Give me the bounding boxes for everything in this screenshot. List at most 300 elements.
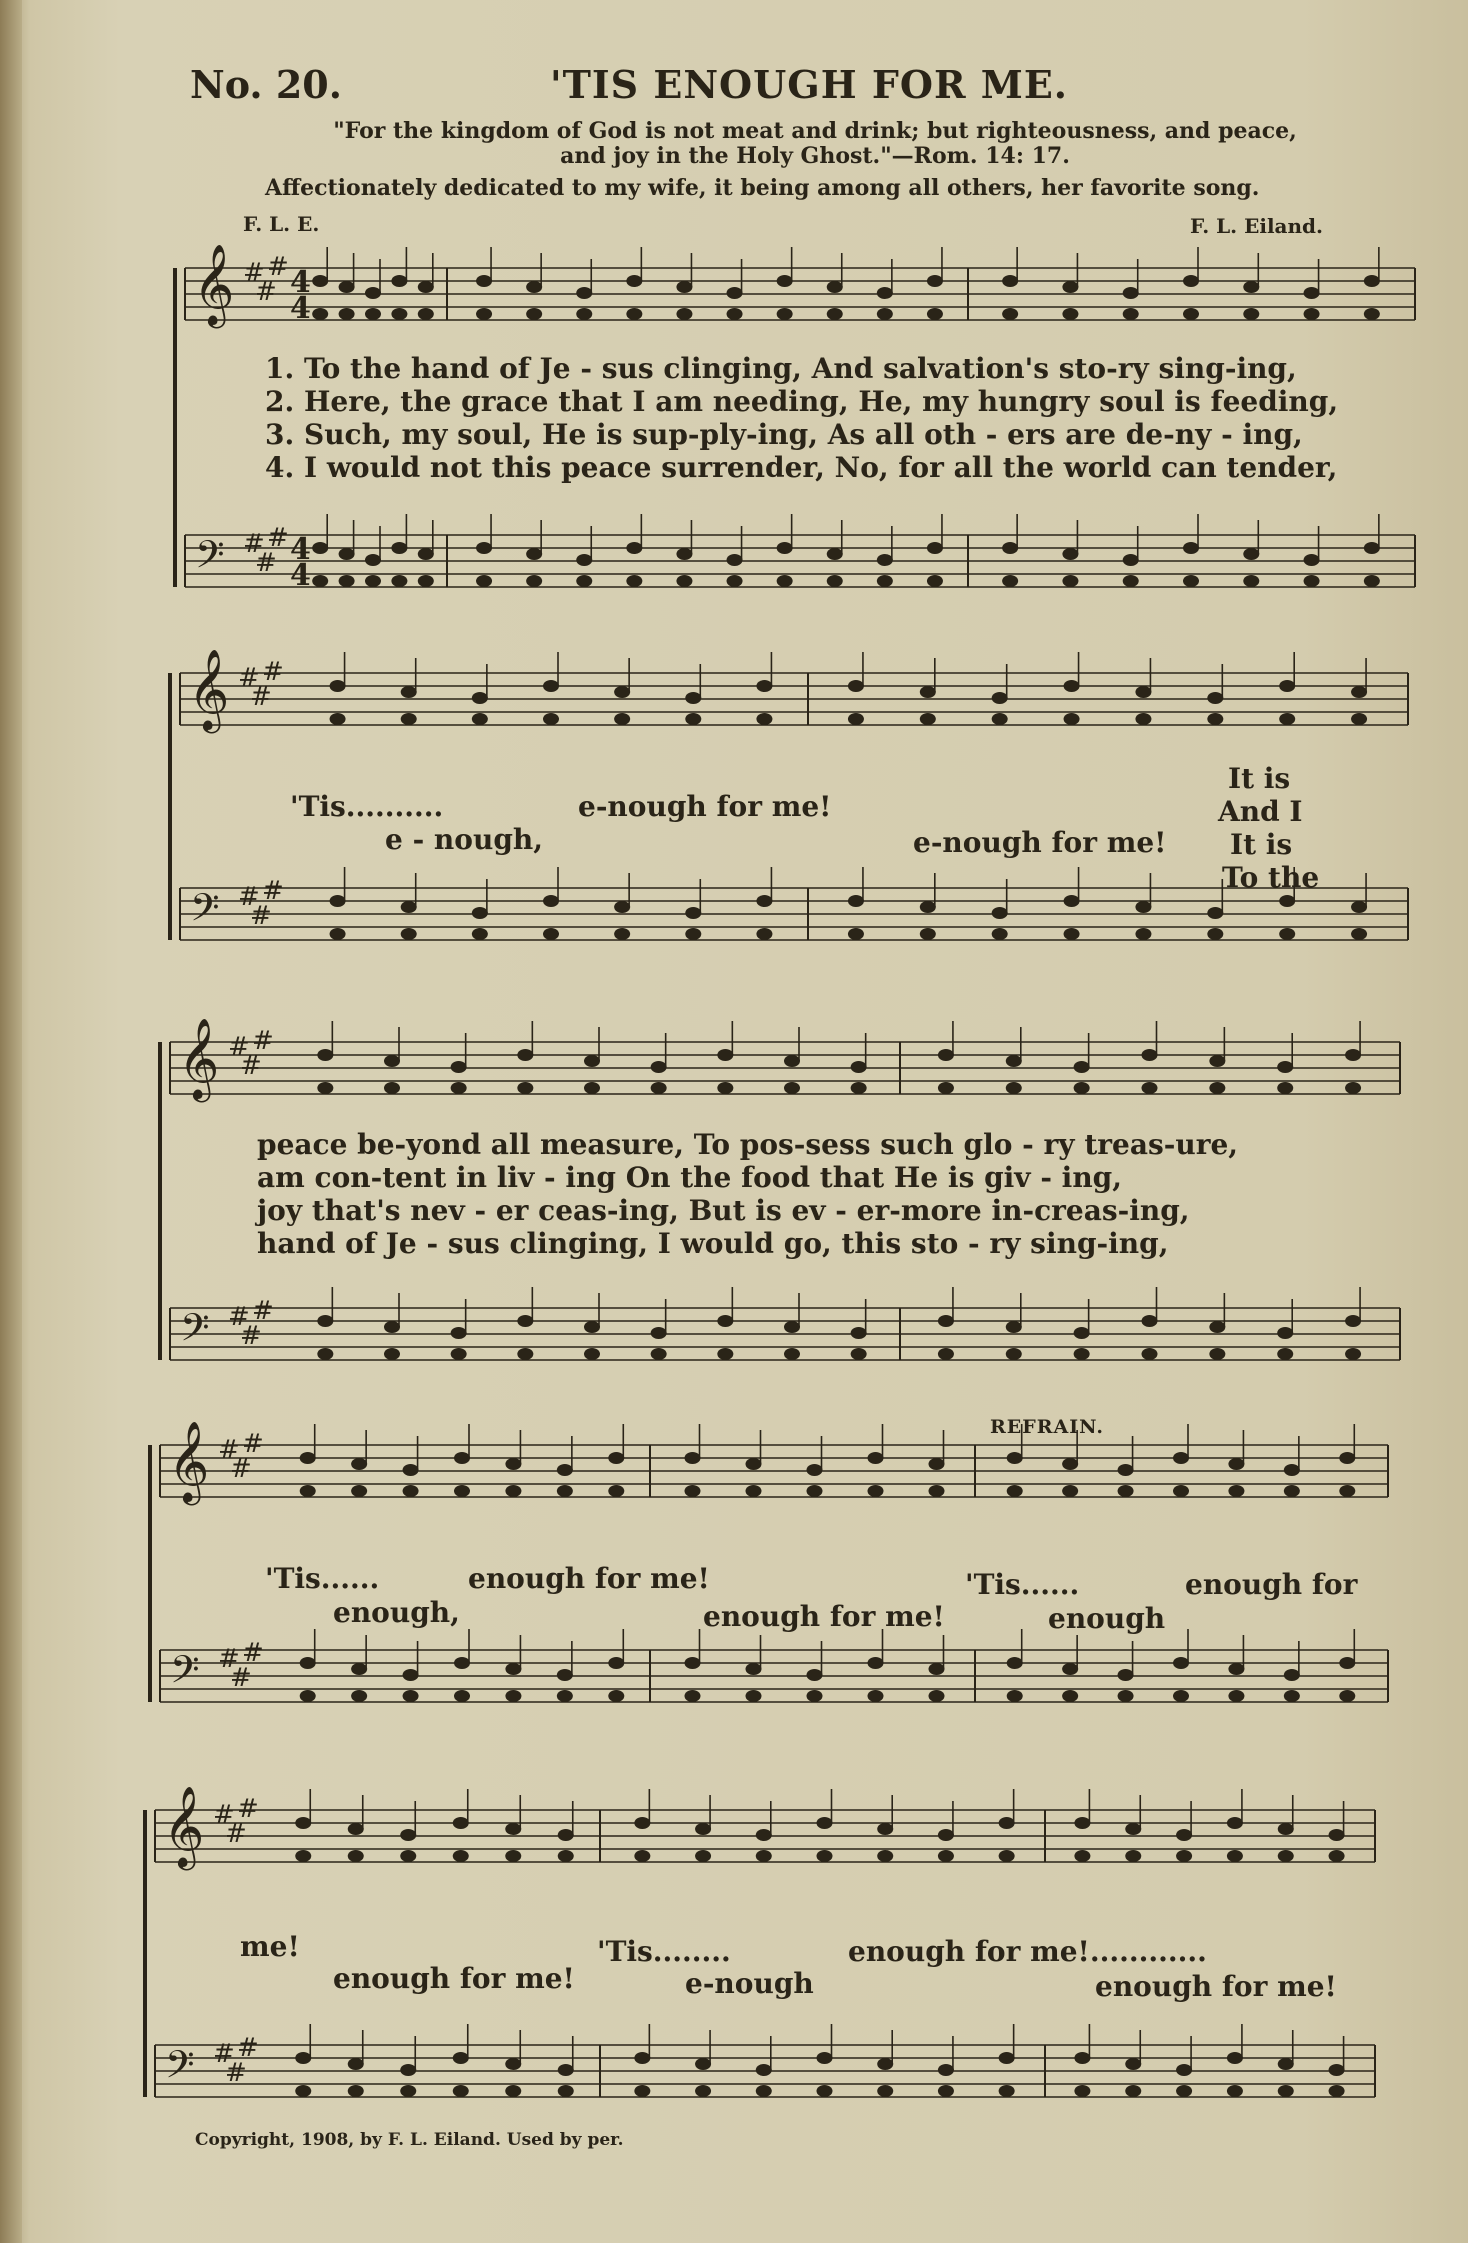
treble-note [784, 1055, 800, 1067]
bass-note [453, 2052, 469, 2064]
bass-note [695, 2058, 711, 2070]
scripture-line-2: and joy in the Holy Ghost."—Rom. 14: 17. [560, 143, 1070, 169]
bass-note [400, 2064, 416, 2076]
treble-note [384, 1055, 400, 1067]
bass-note [576, 554, 592, 566]
treble-note-alto [1176, 1850, 1192, 1862]
treble-note [920, 686, 936, 698]
treble-note [476, 275, 492, 287]
treble-note [626, 275, 642, 287]
treble-note-alto [403, 1485, 419, 1497]
key-signature-sharp: # [255, 548, 277, 578]
bass-note-alto [472, 928, 488, 940]
treble-note-alto [348, 1850, 364, 1862]
treble-note [403, 1464, 419, 1476]
treble-note-alto [312, 308, 328, 320]
bass-note-alto [868, 1690, 884, 1702]
treble-note [938, 1049, 954, 1061]
treble-note [756, 1829, 772, 1841]
bass-note-alto [1176, 2085, 1192, 2097]
bass-note [1243, 548, 1259, 560]
bass-note-alto [1135, 928, 1151, 940]
treble-note-alto [391, 308, 407, 320]
bass-note-alto [1007, 1690, 1023, 1702]
bass-note [1135, 901, 1151, 913]
treble-clef-5: 𝄞 [163, 1785, 205, 1867]
treble-note-alto [626, 308, 642, 320]
treble-note-alto [558, 1850, 574, 1862]
treble-note [317, 1049, 333, 1061]
bass-note-alto [1351, 928, 1367, 940]
treble-note [1364, 275, 1380, 287]
treble-note-alto [401, 713, 417, 725]
treble-note-alto [1062, 1485, 1078, 1497]
bass-note-alto [1123, 575, 1139, 587]
treble-note-alto [365, 308, 381, 320]
treble-note [1345, 1049, 1361, 1061]
treble-note [1339, 1452, 1355, 1464]
treble-staff-2 [180, 673, 1408, 725]
verse-2-line-b: am con-tent in liv - ing On the food that He is giv - ing, [257, 1161, 1123, 1194]
treble-note-alto [634, 1850, 650, 1862]
bass-note-alto [848, 928, 864, 940]
bass-note [476, 542, 492, 554]
treble-note [1279, 680, 1295, 692]
bass-note-alto [1125, 2085, 1141, 2097]
treble-note-alto [1006, 1082, 1022, 1094]
treble-note-alto [877, 308, 893, 320]
scripture-line-1: "For the kingdom of God is not meat and drink; but righteousness, and peace, [333, 118, 1297, 144]
bass-note-alto [1304, 575, 1320, 587]
bass-note [877, 2058, 893, 2070]
treble-note [1207, 692, 1223, 704]
key-signature-sharp: # [230, 1663, 252, 1693]
treble-note [727, 287, 743, 299]
bass-note-alto [339, 575, 355, 587]
bass-note-alto [1006, 1348, 1022, 1360]
key-signature-sharp: # [250, 901, 272, 931]
treble-note-alto [317, 1082, 333, 1094]
bass-note-alto [584, 1348, 600, 1360]
treble-note-alto [992, 713, 1008, 725]
bass-note [454, 1657, 470, 1669]
refrain-lyric-tis-1: 'Tis...... [265, 1562, 380, 1595]
treble-note-alto [526, 308, 542, 320]
treble-note [1074, 1061, 1090, 1073]
treble-note-alto [1284, 1485, 1300, 1497]
treble-clef-2: 𝄞 [188, 648, 230, 730]
composer-name: F. L. Eiland. [1190, 214, 1323, 238]
bass-note-alto [999, 2085, 1015, 2097]
bass-note-alto [676, 575, 692, 587]
bass-note-alto [1207, 928, 1223, 940]
bass-note-alto [505, 2085, 521, 2097]
treble-note [999, 1817, 1015, 1829]
treble-note [1228, 1458, 1244, 1470]
verse-3-line-a: 3. Such, my soul, He is sup-ply-ing, As all oth - ers are de-ny - ing, [265, 418, 1303, 451]
treble-note [676, 281, 692, 293]
treble-note [685, 1452, 701, 1464]
bass-note [1062, 548, 1078, 560]
bass-note-alto [807, 1690, 823, 1702]
treble-note [558, 1829, 574, 1841]
bass-clef-2: 𝄢 [190, 885, 220, 939]
bass-note-alto [992, 928, 1008, 940]
chorus-lyric-tis: 'Tis.......... [290, 790, 444, 823]
bass-note-alto [317, 1348, 333, 1360]
bass-note-alto [1243, 575, 1259, 587]
treble-note-alto [295, 1850, 311, 1862]
treble-note-alto [1135, 713, 1151, 725]
refrain-lyric-enough-for-me-lower-2: enough for me! [333, 1962, 575, 1995]
treble-note [848, 680, 864, 692]
bass-note [1123, 554, 1139, 566]
treble-note-alto [999, 1850, 1015, 1862]
bass-note-alto [576, 575, 592, 587]
bass-note-alto [1329, 2085, 1345, 2097]
refrain-lyric-enough-for: enough for [1185, 1568, 1358, 1601]
bass-note [1118, 1669, 1134, 1681]
treble-note-alto [1279, 713, 1295, 725]
bass-note [558, 2064, 574, 2076]
treble-note [1064, 680, 1080, 692]
treble-note [992, 692, 1008, 704]
bass-note [1279, 895, 1295, 907]
bass-note-alto [1345, 1348, 1361, 1360]
treble-note-alto [543, 713, 559, 725]
bass-note [1278, 2058, 1294, 2070]
bass-note-alto [938, 1348, 954, 1360]
treble-note [1007, 1452, 1023, 1464]
treble-note-alto [685, 1485, 701, 1497]
treble-note-alto [1364, 308, 1380, 320]
key-signature-sharp: # [228, 1302, 250, 1332]
treble-note-alto [614, 713, 630, 725]
treble-note-alto [1183, 308, 1199, 320]
bass-note [1006, 1321, 1022, 1333]
bass-note-alto [851, 1348, 867, 1360]
bass-note-alto [626, 575, 642, 587]
treble-note [526, 281, 542, 293]
treble-note-alto [1142, 1082, 1158, 1094]
bass-note-alto [351, 1690, 367, 1702]
treble-note-alto [1118, 1485, 1134, 1497]
key-signature-sharp: # [240, 1051, 262, 1081]
bass-note-alto [777, 575, 793, 587]
treble-note-alto [817, 1850, 833, 1862]
bass-note [295, 2052, 311, 2064]
chorus-lyric-it-is-2: It is [1230, 828, 1293, 861]
treble-note [1278, 1823, 1294, 1835]
key-signature-sharp: # [240, 1321, 262, 1351]
treble-note-alto [384, 1082, 400, 1094]
treble-note [472, 692, 488, 704]
bass-note [1183, 542, 1199, 554]
bass-note [339, 548, 355, 560]
verse-4-line-b: hand of Je - sus clinging, I would go, this sto - ry sing-ing, [257, 1227, 1169, 1260]
treble-note [695, 1823, 711, 1835]
verse-4-line-a: 4. I would not this peace surrender, No, for all the world can tender, [265, 451, 1338, 484]
bass-note [1064, 895, 1080, 907]
treble-note [1209, 1055, 1225, 1067]
treble-note [1227, 1817, 1243, 1829]
chorus-lyric-it-is: It is [1228, 762, 1291, 795]
bass-note [505, 1663, 521, 1675]
treble-note-alto [339, 308, 355, 320]
key-signature-sharp: # [262, 876, 284, 906]
bass-note [777, 542, 793, 554]
bass-clef-4: 𝄢 [170, 1647, 200, 1701]
bass-note [365, 554, 381, 566]
bass-note [1209, 1321, 1225, 1333]
bass-note-alto [1284, 1690, 1300, 1702]
lyricist-initials: F. L. E. [243, 212, 320, 236]
treble-note [1176, 1829, 1192, 1841]
bass-note [384, 1321, 400, 1333]
treble-note-alto [756, 1850, 772, 1862]
treble-note-alto [453, 1850, 469, 1862]
bass-note-alto [1062, 1690, 1078, 1702]
bass-note [756, 2064, 772, 2076]
bass-clef-5: 𝄢 [165, 2042, 195, 2096]
treble-note [295, 1817, 311, 1829]
bass-note-alto [827, 575, 843, 587]
refrain-label: REFRAIN. [990, 1416, 1104, 1438]
treble-note [391, 275, 407, 287]
treble-note [868, 1452, 884, 1464]
treble-note [1173, 1452, 1189, 1464]
treble-note-alto [1345, 1082, 1361, 1094]
treble-note [418, 281, 434, 293]
treble-note [1006, 1055, 1022, 1067]
key-signature-sharp: # [218, 1435, 240, 1465]
chorus-lyric-to-the: To the [1222, 861, 1320, 894]
treble-note-alto [1351, 713, 1367, 725]
bass-note [756, 895, 772, 907]
treble-note-alto [848, 713, 864, 725]
bass-note [1125, 2058, 1141, 2070]
treble-note-alto [418, 308, 434, 320]
bass-note-alto [1209, 1348, 1225, 1360]
bass-note [1277, 1327, 1293, 1339]
bass-note-alto [1002, 575, 1018, 587]
bass-note [608, 1657, 624, 1669]
bass-note [851, 1327, 867, 1339]
treble-note-alto [451, 1082, 467, 1094]
treble-note [1183, 275, 1199, 287]
treble-note-alto [920, 713, 936, 725]
hymn-title: 'TIS ENOUGH FOR ME. [550, 62, 1069, 107]
bass-note-alto [1277, 1348, 1293, 1360]
treble-note [877, 287, 893, 299]
bass-staff-2 [180, 888, 1408, 940]
refrain-lyric-enough-for-me-final: enough for me!............ [848, 1935, 1207, 1968]
bass-note-alto [784, 1348, 800, 1360]
bass-note [351, 1663, 367, 1675]
treble-note-alto [727, 308, 743, 320]
bass-note-alto [400, 2085, 416, 2097]
bass-note-alto [1074, 2085, 1090, 2097]
treble-note-alto [1243, 308, 1259, 320]
treble-note-alto [1062, 308, 1078, 320]
treble-note [1243, 281, 1259, 293]
treble-note [401, 686, 417, 698]
treble-note [453, 1817, 469, 1829]
bass-note [543, 895, 559, 907]
treble-note [651, 1061, 667, 1073]
key-signature-sharp: # [213, 1800, 235, 1830]
verse-1-line-a: 1. To the hand of Je - sus clinging, And salvation's sto-ry sing-ing, [265, 352, 1297, 385]
treble-note [400, 1829, 416, 1841]
bass-note [927, 542, 943, 554]
bass-note [1364, 542, 1380, 554]
bass-note-alto [1339, 1690, 1355, 1702]
bass-note [938, 1315, 954, 1327]
treble-note-alto [938, 1082, 954, 1094]
bass-note [676, 548, 692, 560]
bass-note-alto [685, 1690, 701, 1702]
treble-note-alto [1074, 1850, 1090, 1862]
bass-note-alto [451, 1348, 467, 1360]
treble-note [543, 680, 559, 692]
bass-note [848, 895, 864, 907]
treble-note [348, 1823, 364, 1835]
bass-clef-1: 𝄢 [195, 532, 225, 586]
treble-note [1123, 287, 1139, 299]
treble-note [807, 1464, 823, 1476]
treble-note [927, 275, 943, 287]
treble-note [756, 680, 772, 692]
treble-note [451, 1061, 467, 1073]
treble-note [1118, 1464, 1134, 1476]
treble-note-alto [1002, 308, 1018, 320]
treble-note-alto [584, 1082, 600, 1094]
refrain-lyric-enough-for-me-lower: enough for me! [703, 1600, 945, 1633]
treble-time-signature: 4 [290, 291, 311, 326]
refrain-lyric-enough-lower-2: enough [1048, 1602, 1166, 1635]
bass-note [685, 1657, 701, 1669]
bass-note-alto [1279, 928, 1295, 940]
verse-2-line-a: 2. Here, the grace that I am needing, He, my hungry soul is feeding, [265, 385, 1339, 418]
chorus-lyric-enough-for-me-lower: e-nough for me! [913, 826, 1167, 859]
bass-note [727, 554, 743, 566]
bass-note [717, 1315, 733, 1327]
refrain-lyric-me: me! [240, 1930, 300, 1963]
treble-note [685, 692, 701, 704]
bass-note [418, 548, 434, 560]
bass-note-alto [418, 575, 434, 587]
treble-note [1329, 1829, 1345, 1841]
treble-note [634, 1817, 650, 1829]
bass-note-alto [558, 2085, 574, 2097]
key-signature-sharp: # [225, 1819, 247, 1849]
treble-note [614, 686, 630, 698]
bass-note [517, 1315, 533, 1327]
treble-note [827, 281, 843, 293]
treble-note [351, 1458, 367, 1470]
bass-note [746, 1663, 762, 1675]
treble-note [312, 275, 328, 287]
bass-note [1304, 554, 1320, 566]
bass-note [827, 548, 843, 560]
bass-note [626, 542, 642, 554]
bass-note [505, 2058, 521, 2070]
treble-note [777, 275, 793, 287]
treble-note [339, 281, 355, 293]
bass-note-alto [938, 2085, 954, 2097]
bass-note-alto [877, 575, 893, 587]
bass-note [807, 1669, 823, 1681]
bass-note [1351, 901, 1367, 913]
treble-staff-4 [160, 1445, 1388, 1497]
bass-note [1329, 2064, 1345, 2076]
treble-note-alto [476, 308, 492, 320]
treble-note [454, 1452, 470, 1464]
bass-note-alto [1278, 2085, 1294, 2097]
bass-note [1142, 1315, 1158, 1327]
refrain-lyric-e-nough: e-nough [685, 1967, 814, 2000]
bass-note-alto [608, 1690, 624, 1702]
bass-note [877, 554, 893, 566]
refrain-lyric-enough-for-me-end: enough for me! [1095, 1970, 1337, 2003]
treble-note-alto [1228, 1485, 1244, 1497]
treble-time-signature: 4 [290, 265, 311, 300]
treble-note-alto [1207, 713, 1223, 725]
bass-note-alto [526, 575, 542, 587]
bass-note-alto [927, 575, 943, 587]
bass-note [584, 1321, 600, 1333]
treble-note [1277, 1061, 1293, 1073]
bass-note [1339, 1657, 1355, 1669]
treble-note-alto [517, 1082, 533, 1094]
key-signature-sharp: # [252, 1296, 274, 1326]
treble-note [608, 1452, 624, 1464]
key-signature-sharp: # [237, 2033, 259, 2063]
hymn-number: No. 20. [190, 62, 342, 107]
bass-note-alto [505, 1690, 521, 1702]
treble-note-alto [1125, 1850, 1141, 1862]
treble-note [300, 1452, 316, 1464]
bass-note-alto [312, 575, 328, 587]
treble-note [1062, 1458, 1078, 1470]
bass-note-alto [557, 1690, 573, 1702]
treble-note-alto [557, 1485, 573, 1497]
bass-note-alto [300, 1690, 316, 1702]
key-signature-sharp: # [243, 258, 265, 288]
bass-note [929, 1663, 945, 1675]
treble-note-alto [929, 1485, 945, 1497]
treble-note-alto [1329, 1850, 1345, 1862]
treble-note-alto [1339, 1485, 1355, 1497]
treble-note-alto [676, 308, 692, 320]
copyright-notice: Copyright, 1908, by F. L. Eiland. Used by per. [195, 2130, 624, 2150]
bass-note-alto [365, 575, 381, 587]
key-signature-sharp: # [238, 882, 260, 912]
treble-note [1142, 1049, 1158, 1061]
treble-clef-1: 𝄞 [193, 243, 235, 325]
bass-time-signature: 4 [290, 532, 311, 567]
refrain-lyric-tis-3: 'Tis........ [597, 1935, 731, 1968]
bass-note-alto [1228, 1690, 1244, 1702]
bass-time-signature: 4 [290, 558, 311, 593]
bass-note-alto [384, 1348, 400, 1360]
key-signature-sharp: # [267, 252, 289, 282]
treble-note-alto [756, 713, 772, 725]
bass-note-alto [1364, 575, 1380, 587]
bass-note-alto [517, 1348, 533, 1360]
chorus-lyric-enough-for-me: e-nough for me! [578, 790, 832, 823]
treble-note-alto [1277, 1082, 1293, 1094]
